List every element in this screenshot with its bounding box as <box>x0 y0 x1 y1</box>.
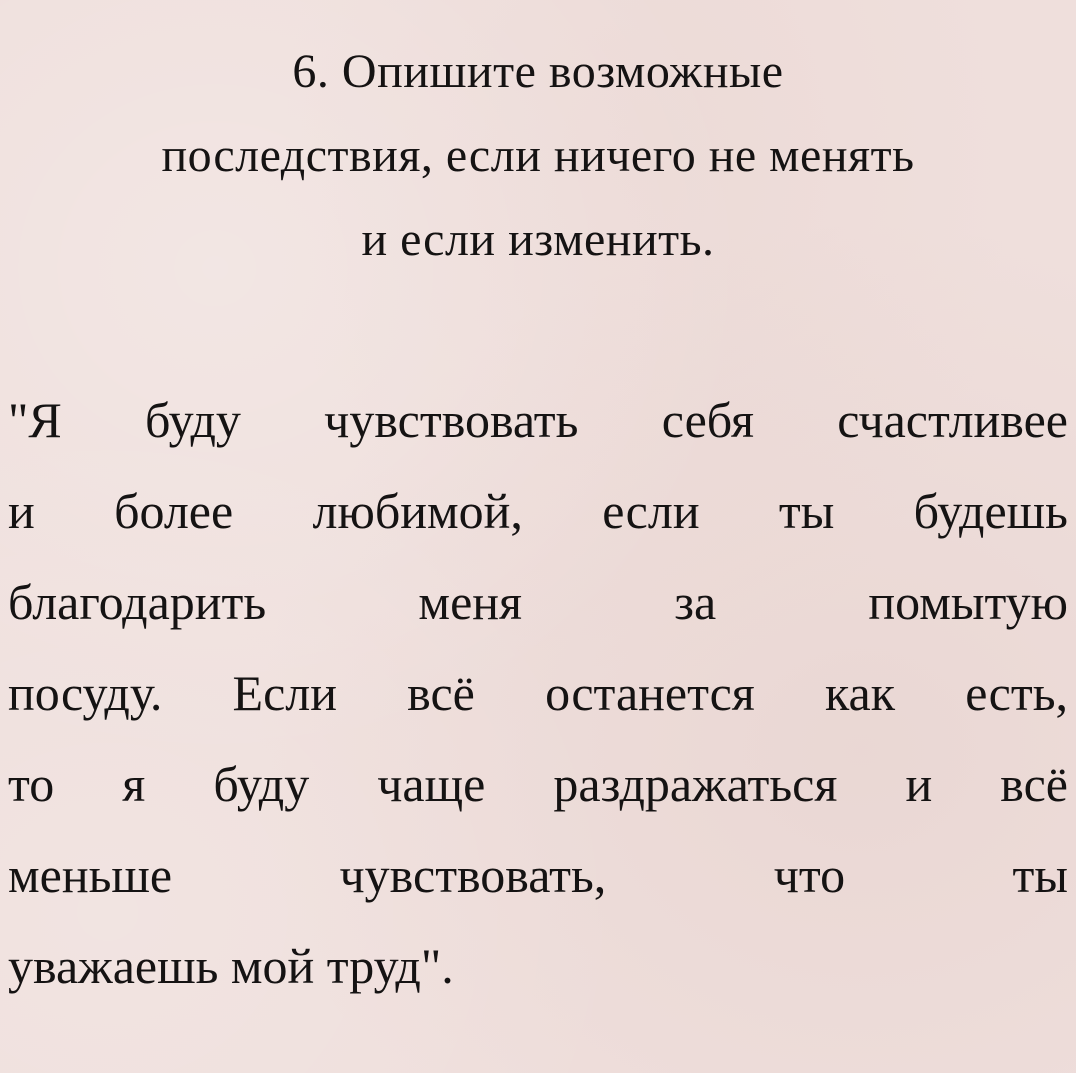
quote-line: "Я буду чувствовать себя счастливее <box>8 392 1068 448</box>
question-heading <box>0 30 1076 282</box>
heading-line: последствия, если ничего не менять <box>161 129 915 182</box>
quote-line: благодарить меня за помытую <box>8 574 1068 630</box>
quote-line: то я буду чаще раздражаться и всё <box>8 756 1068 812</box>
quote-line: меньше чувствовать, что ты <box>8 847 1068 903</box>
quote-line: уважаешь мой труд". <box>8 938 454 994</box>
example-quote <box>8 375 1068 1012</box>
quote-line: посуду. Если всё останется как есть, <box>8 665 1068 721</box>
heading-line: 6. Опишите возможные <box>292 45 784 98</box>
heading-line: и если изменить. <box>361 213 715 266</box>
quote-line: и более любимой, если ты будешь <box>8 483 1068 539</box>
